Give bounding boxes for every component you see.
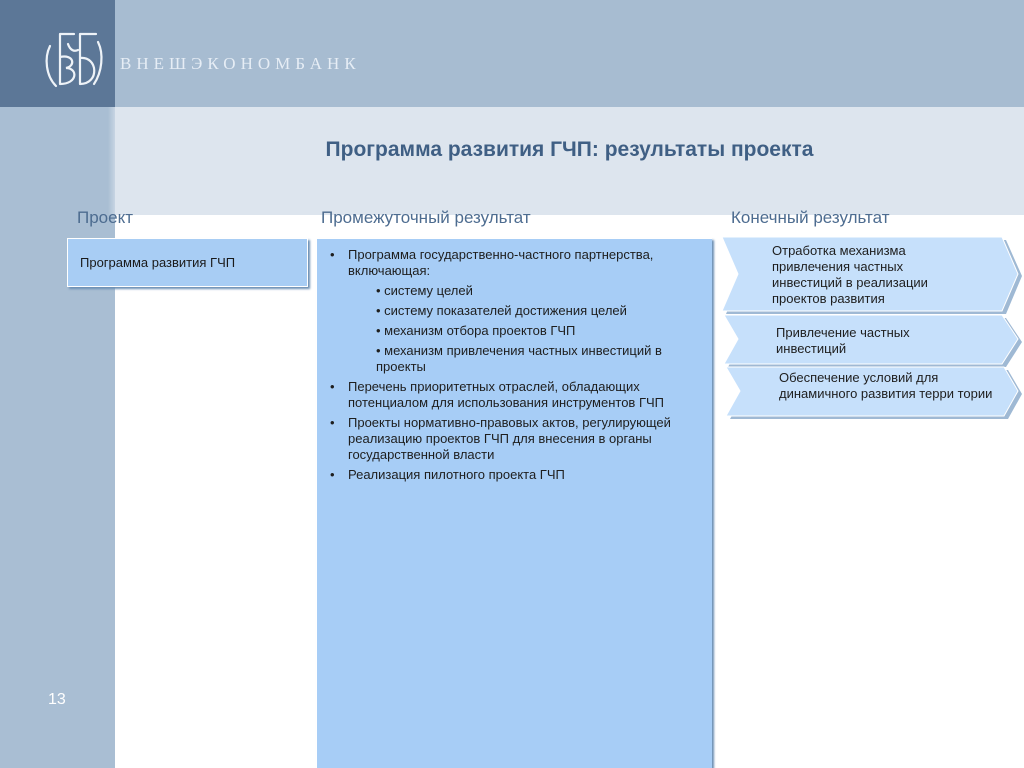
page-number: 13 — [48, 691, 66, 708]
slide-title: Программа развития ГЧП: результаты проекта — [325, 138, 814, 161]
project-box — [67, 238, 308, 287]
veb-monogram-icon — [40, 24, 108, 94]
final-result-label-3: Обеспечение условий для динамичного развития терри тории — [779, 370, 993, 401]
column-heading-final: Конечный результат — [731, 208, 890, 227]
sub-list — [348, 283, 710, 375]
list-item — [330, 467, 710, 483]
column-heading-intermediate: Промежуточный результат — [321, 208, 531, 227]
list-item — [330, 415, 710, 463]
list-item — [330, 379, 710, 411]
sub-list-item: • систему целей — [376, 283, 473, 298]
final-result-label-2: Привлечение частных инвестиций — [776, 325, 910, 356]
bank-name: ВНЕШЭКОНОМБАНК — [120, 54, 361, 73]
list-item-text: Реализация пилотного проекта ГЧП — [348, 467, 565, 482]
final-result-label-1: Отработка механизма привлечения частных инвестиций в реализации проектов развития — [772, 243, 928, 306]
list-item-text: Перечень приоритетных отраслей, обладающих потенциалом для использования инструментов ГЧП — [348, 379, 664, 410]
project-box-text: Программа развития ГЧП — [80, 255, 236, 270]
list-item-text: Проекты нормативно-правовых актов, регулирующей реализацию проектов ГЧП для внесения в органы государственной власти — [348, 415, 671, 462]
sub-list-item: • механизм отбора проектов ГЧП — [376, 323, 576, 338]
sub-list-item: • систему показателей достижения целей — [376, 303, 627, 318]
list-item-text: Программа государственно-частного партнерства, включающая: — [348, 247, 654, 278]
left-sidebar-strip — [0, 107, 115, 768]
intermediate-results-list — [330, 247, 710, 487]
column-heading-project: Проект — [77, 208, 133, 227]
sub-list-item: • механизм привлечения частных инвестиций в проекты — [376, 343, 662, 374]
list-item — [330, 247, 710, 375]
